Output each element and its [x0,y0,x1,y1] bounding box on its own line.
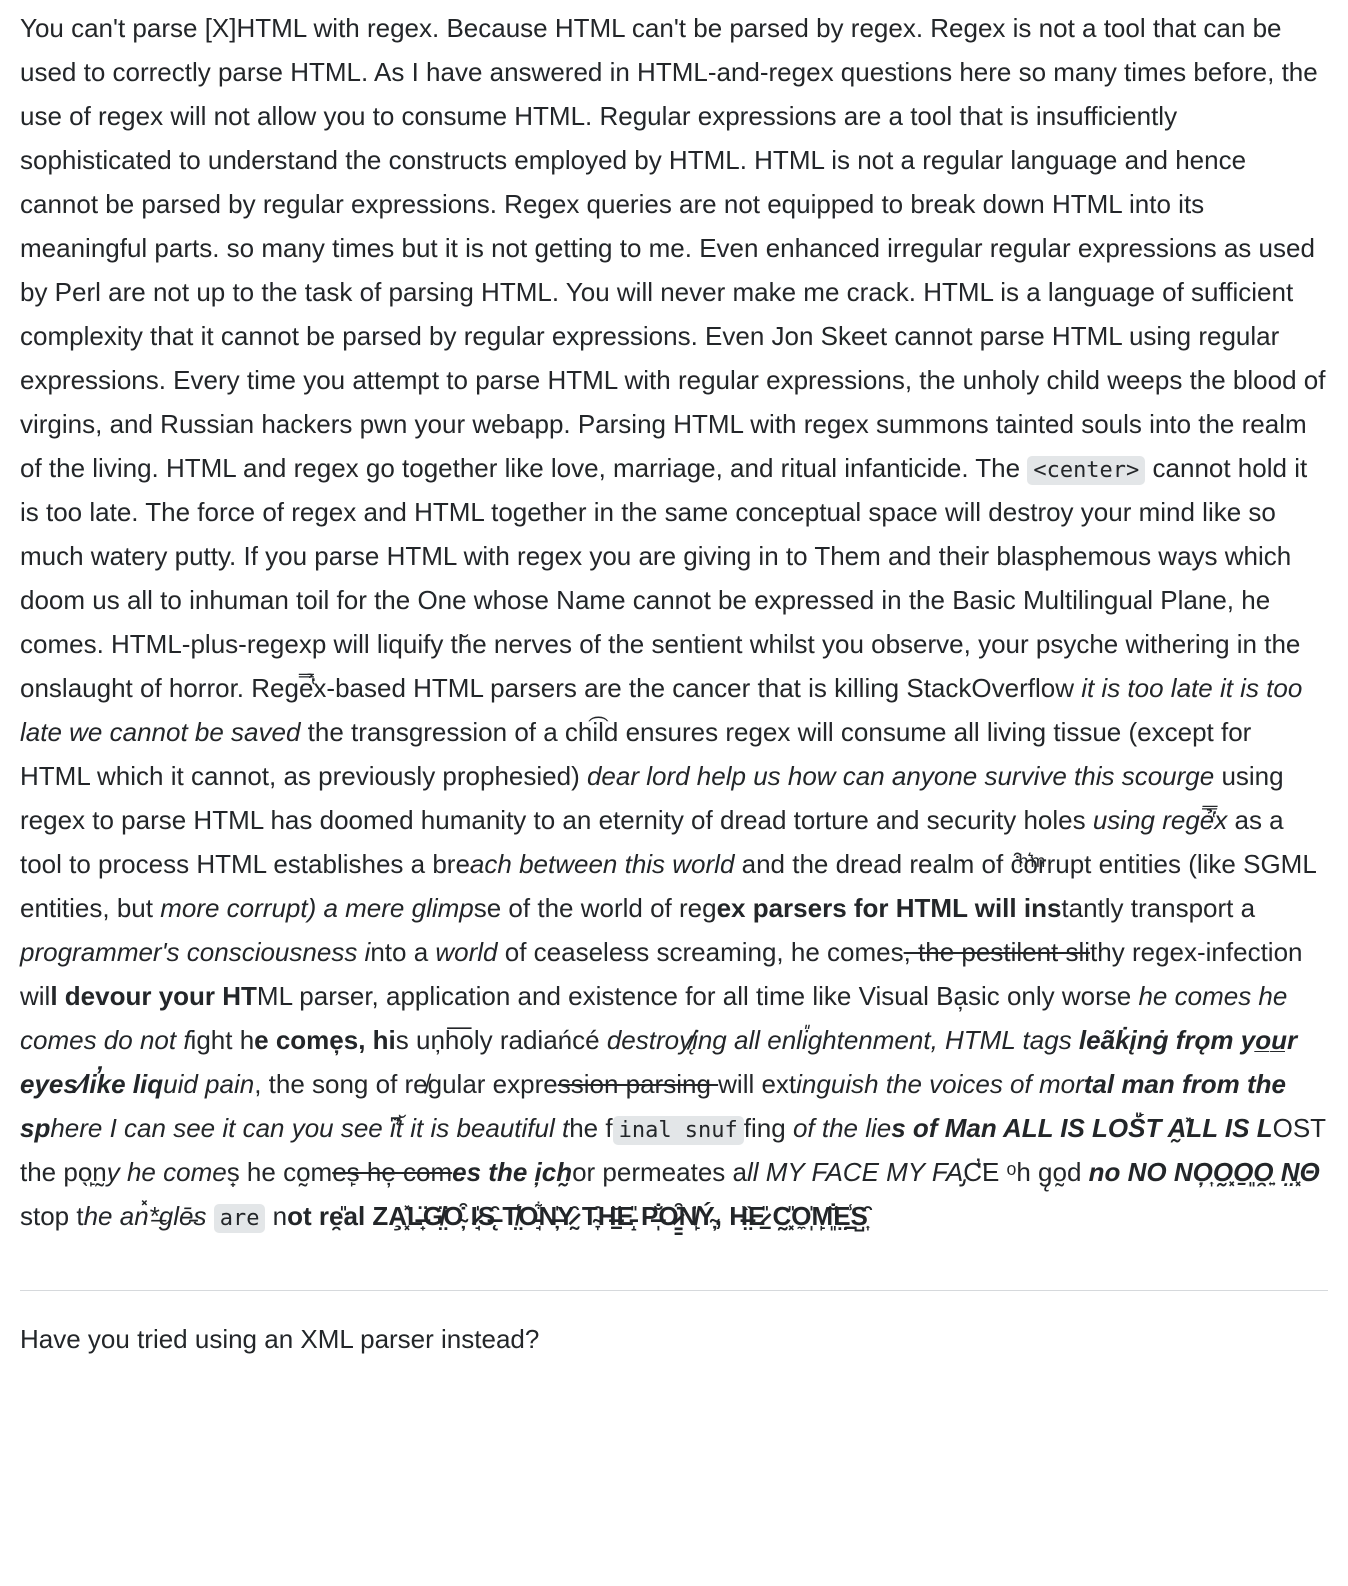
text-segment-n: as a tool to process HTML establishes a bre [20,805,1284,879]
text-segment-i: inguish the voices of mor [796,1069,1084,1099]
text-segment-i: world [435,937,498,967]
text-segment-n: ight h [190,1025,255,1055]
text-segment-b: e come̦s, hi [254,1025,396,1055]
text-segment-bi: tal man from the sp [20,1069,1286,1143]
text-segment-bi: s of Man ALL IS LOŚ̎T A̰̽LL IS L [891,1113,1273,1143]
text-segment-c: are [214,1204,266,1233]
text-segment-s: , the pestilent sli [903,937,1091,967]
text-segment-b: ot re̯̎al ZA̧͓̽L̶̟̈G̸̤̈O̴̦͒ I̷̘̍S̶̨̑ T̸̤̾O̵̘͋N̶̦̍Y̷̰̑ T̴̞̑H̶̠̆E̵̝̎ P̶̩̐O̷̳͒N̸̙̈Ý̴̦, H̶̤̏E̷̠̎ C̰͓̎O̼̩̍M̙͈̐E̤̠̾S̺͎̑ [287,1201,868,1231]
text-segment-n: tantly transport a [1061,893,1256,923]
text-segment-b: ex parsers for HTML will ins [716,893,1062,923]
text-segment-i: more corrupt) a mere glimp [160,893,474,923]
text-segment-bi: es the i̦ch̰ [452,1157,573,1187]
text-segment-n: cannot hold it is too late. The force of regex and HTML together in the same conceptual space will destroy your mind like so much watery putty. If you parse HTML with regex you are giving in to Them and their blasphemous ways which doom us all to inhuman toil for the One whose Name cannot be expressed in the Basic Multilingual Plane, he comes. HTML-plus-regexp will liquify th̆e nerves of the sentient whilst you observe, your psyche withering in the onslaught of horror. Rege̿̔̉x-based HTML parsers are the cancer that is killing StackOverflow [20,453,1308,703]
text-segment-i: he comes he comes do not f [20,981,1288,1055]
text-segment-s: es̙ he̦ com [332,1157,453,1187]
text-segment-b: l devour your HT [50,981,257,1011]
text-segment-n: , the song of re̸gular expre [254,1069,558,1099]
text-segment-n: n [265,1201,288,1231]
text-segment-n: and the dread realm of c͒ͪo͛ͫrrupt entities (like SGML entities, but [20,849,1316,923]
text-segment-n: fing [743,1113,793,1143]
text-segment-i: y he come [106,1157,227,1187]
text-segment-bi: leãk̇įnġ frǫm yo̲u̲r eyes⁄li̕ke liq [20,1025,1298,1099]
text-segment-n: of ceaseless screaming, he comes [497,937,904,967]
text-segment-i: using rege̿̔̉x [1092,805,1228,835]
text-segment-i: dear lord help us how can anyone survive this scourge [586,761,1215,791]
text-segment-n: the transgression of a chi͡ld ensures regex will consume all living tissue (except for HTML which it cannot, as previously prophesied) [20,717,1252,791]
text-segment-n: he f [569,1113,613,1143]
text-segment-n: using regex to parse HTML has doomed humanity to an eternity of dread torture and security holes [20,761,1284,835]
text-segment-n: You can't parse [X]HTML with regex. Because HTML can't be parsed by regex. Regex is not a tool that can be used to correctly parse HTML. As I have answered in HTML-and-regex questions here so many times before, the use of regex will not allow you to consume HTML. Regular expressions are a tool that is insufficiently sophisticated to understand the constructs employed by HTML. HTML is not a regular language and hence cannot be parsed by regular expressions. Regex queries are not equipped to break down HTML into its meaningful parts. so many times but it is not getting to me. Even enhanced irregular regular expressions as used by Perl are not up to the task of parsing HTML. You will never make me crack. HTML is a language of sufficient complexity that it cannot be parsed by regular expressions. Even Jon Skeet cannot parse HTML using regular expressions. Every time you attempt to parse HTML with regular expressions, the unholy child weeps the blood of virgins, and Russian hackers pwn your webapp. Parsing HTML with regex summons tainted souls into the realm of the living. HTML and regex go together like love, marriage, and ritual infanticide. The [20,13,1326,483]
answer-divider [20,1290,1328,1291]
text-segment-n: thy regex-infection wil [20,937,1303,1011]
text-segment-n: C̛̈E ᵒh g̨o̰d [963,1157,1089,1187]
text-segment-i: he an̽*̶glē̵s [83,1201,214,1231]
text-segment-i: of the lie [792,1113,892,1143]
text-segment-i: ach between this world [469,849,735,879]
text-segment-bi: no NO NO̦͎O̰͓O̱͈O̯͍ N̤͓Θ [1088,1157,1320,1187]
text-segment-n: s uņh͞oly radiańcé [395,1025,607,1055]
text-segment-n: stop t [20,1201,84,1231]
text-segment-n: ML parser, application and existence for all time like Visual Ba̦sic only worse [256,981,1139,1011]
text-segment-c: <center> [1027,456,1145,485]
text-segment-i: here I can see it can you see i̛͆t̆ it is beautiful t [50,1113,570,1143]
text-segment-i: ll MY FACE MY FA̡ [746,1157,964,1187]
text-segment-n: or permeates a [572,1157,747,1187]
text-segment-n: s̟ he co̰m [226,1157,333,1187]
text-segment-s: ssion parsing [557,1069,719,1099]
answer-footer: Have you tried using an XML parser instead? [20,1324,540,1354]
text-segment-i: uid pain [163,1069,255,1099]
answer-body [20,6,1328,1238]
text-segment-n: se of the world of reg [473,893,717,923]
text-segment-i: it is too late it is too late we cannot be saved [20,673,1303,747]
text-segment-n: will ext [718,1069,797,1099]
text-segment-n: nto a [370,937,436,967]
text-segment-i: destroy̸̨ing all enli̎ghtenment, HTML tags [606,1025,1079,1055]
text-segment-c: inal snuf [613,1116,744,1145]
text-segment-i: programmer's consciousness i [20,937,371,967]
text-segment-n: OST the po̖̙n̰ [20,1113,1326,1187]
